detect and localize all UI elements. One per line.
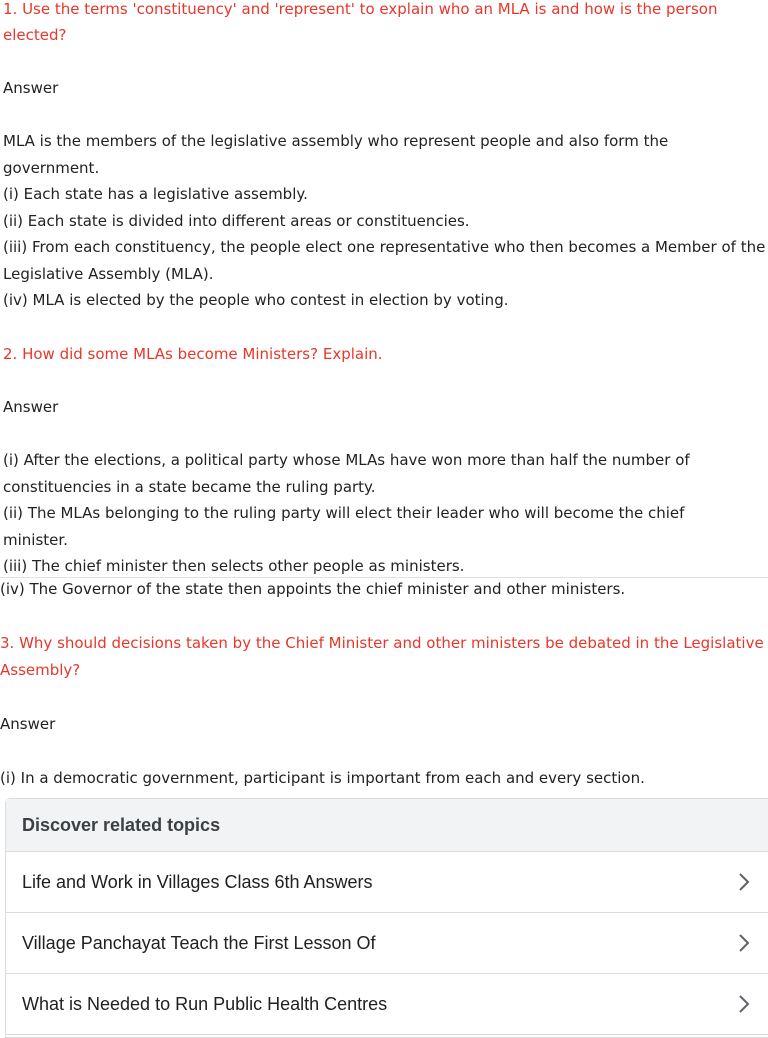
answer-2-label-wrap	[3, 394, 768, 420]
question-3-text: 3. Why should decisions taken by the Chief Minister and other ministers be debated in the Legislative Assembly?	[0, 634, 764, 679]
answer-3-body	[0, 765, 765, 792]
answer-1-line: MLA is the members of the legislative assembly who represent people and also form the government.	[3, 132, 669, 177]
question-2-text: 2. How did some MLAs become Ministers? Explain.	[3, 345, 383, 363]
chevron-right-icon	[734, 933, 754, 953]
related-topic-link[interactable]	[6, 974, 768, 1035]
answer-1-label-wrap	[3, 75, 768, 101]
answer-1-label: Answer	[3, 79, 59, 97]
answer-2-line: (i) After the elections, a political party whose MLAs have won more than half the number of constituencies in a state became the ruling party.	[3, 451, 690, 496]
question-1-section	[3, 0, 768, 48]
answer-2-line: (iii) The chief minister then selects other people as ministers.	[3, 557, 465, 575]
related-topic-link[interactable]	[6, 852, 768, 913]
related-topic-link[interactable]	[6, 913, 768, 974]
answer-2-body	[3, 447, 768, 580]
question-1-text: 1. Use the terms 'constituency' and 'represent' to explain who an MLA is and how is the person elected?	[3, 0, 718, 44]
answer-1-line: (ii) Each state is divided into different areas or constituencies.	[3, 211, 470, 230]
answer-1-line: (iii) From each constituency, the people elect one representative who then becomes a Member of the Legislative Assembly (MLA).	[3, 238, 766, 283]
answer-1-line: (i) Each state has a legislative assembly.	[3, 185, 308, 203]
answer-3-label: Answer	[0, 715, 56, 733]
answer-1-body	[3, 128, 768, 314]
question-3-section	[0, 630, 765, 684]
chevron-right-icon	[734, 994, 754, 1014]
chevron-right-icon	[734, 872, 754, 892]
related-topic-label: Life and Work in Villages Class 6th Answers	[22, 872, 373, 892]
answer-2-line: (ii) The MLAs belonging to the ruling party will elect their leader who will become the chief minister.	[3, 504, 685, 549]
answer-2-label: Answer	[3, 398, 59, 416]
related-topic-label: What is Needed to Run Public Health Centres	[22, 994, 388, 1014]
related-topics-title: Discover related topics	[6, 799, 768, 852]
related-topics-panel	[5, 798, 768, 1038]
answer-1-line: (iv) MLA is elected by the people who contest in election by voting.	[3, 291, 509, 309]
answer-3-line: (i) In a democratic government, participant is important from each and every section.	[0, 769, 645, 787]
answer-3-label-wrap	[0, 711, 765, 737]
answer-2-line-continued: (iv) The Governor of the state then appoints the chief minister and other ministers.	[0, 580, 626, 598]
related-topic-label: Village Panchayat Teach the First Lesson Of	[22, 933, 376, 953]
question-2-section	[3, 341, 768, 367]
answer-2-continued	[0, 576, 765, 603]
